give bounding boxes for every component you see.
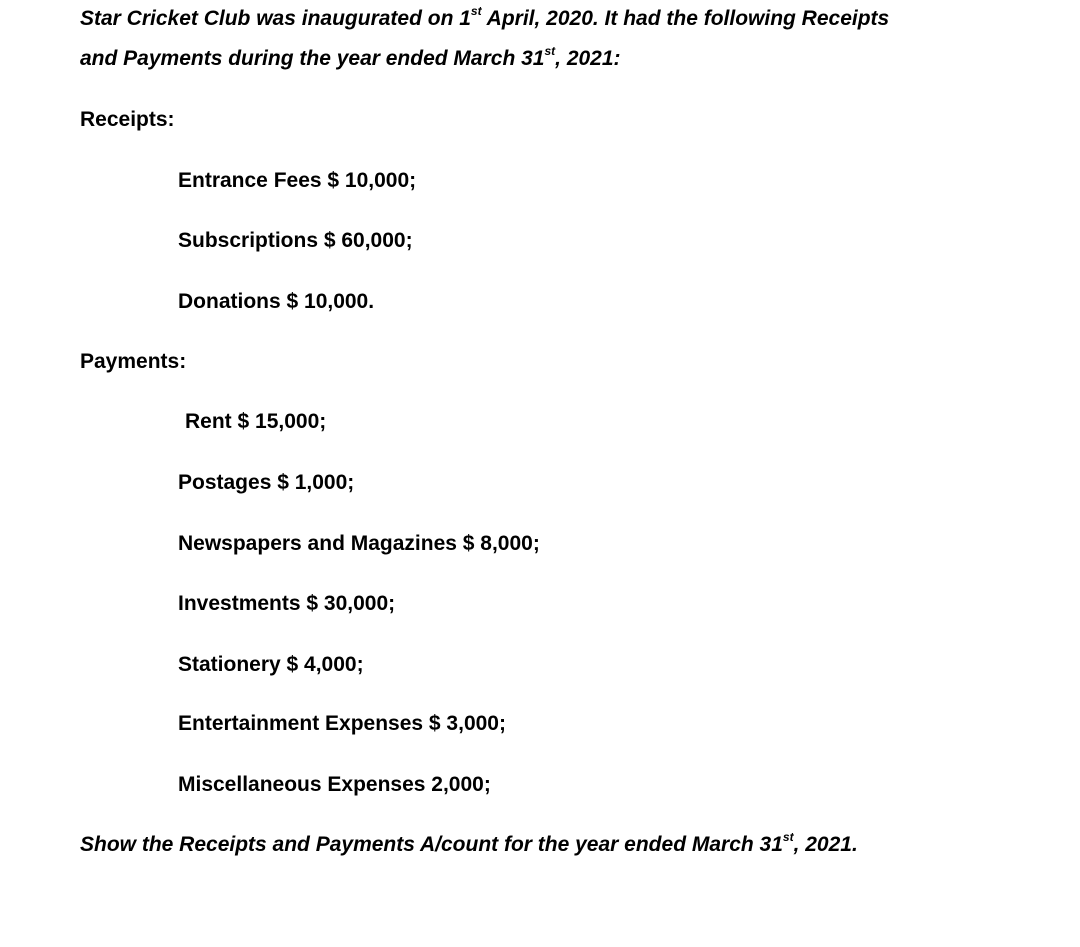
question-line bbox=[80, 831, 858, 859]
payment-item-newspapers: Newspapers and Magazines $ 8,000; bbox=[178, 532, 540, 555]
receipts-heading: Receipts: bbox=[80, 108, 175, 131]
ordinal-suffix: st bbox=[470, 4, 482, 18]
intro-line-1-text: Star Cricket Club was inaugurated on 1 bbox=[80, 7, 471, 30]
payment-item-postages: Postages $ 1,000; bbox=[178, 471, 355, 494]
intro-line-2-text: and Payments during the year ended March 31 bbox=[80, 47, 545, 70]
intro-line-2 bbox=[80, 45, 621, 73]
payment-item-investments: Investments $ 30,000; bbox=[178, 592, 396, 615]
question-text-end: , 2021. bbox=[793, 833, 858, 856]
payment-item-rent: Rent $ 15,000; bbox=[185, 410, 327, 433]
ordinal-suffix: st bbox=[782, 830, 794, 844]
ordinal-suffix: st bbox=[544, 44, 556, 58]
intro-line-2-text-end: , 2021: bbox=[555, 47, 621, 70]
question-text: Show the Receipts and Payments A/count for the year ended March 31 bbox=[80, 833, 783, 856]
receipt-item-donations: Donations $ 10,000. bbox=[178, 290, 375, 313]
payment-item-entertainment: Entertainment Expenses $ 3,000; bbox=[178, 712, 506, 735]
intro-line-1-text-end: April, 2020. It had the following Receipts bbox=[481, 7, 890, 30]
receipt-item-subscriptions: Subscriptions $ 60,000; bbox=[178, 229, 413, 252]
intro-line-1 bbox=[80, 5, 889, 33]
receipt-item-entrance-fees: Entrance Fees $ 10,000; bbox=[178, 169, 417, 192]
payments-heading: Payments: bbox=[80, 350, 187, 373]
payment-item-stationery: Stationery $ 4,000; bbox=[178, 653, 364, 676]
payment-item-miscellaneous: Miscellaneous Expenses 2,000; bbox=[178, 773, 491, 796]
